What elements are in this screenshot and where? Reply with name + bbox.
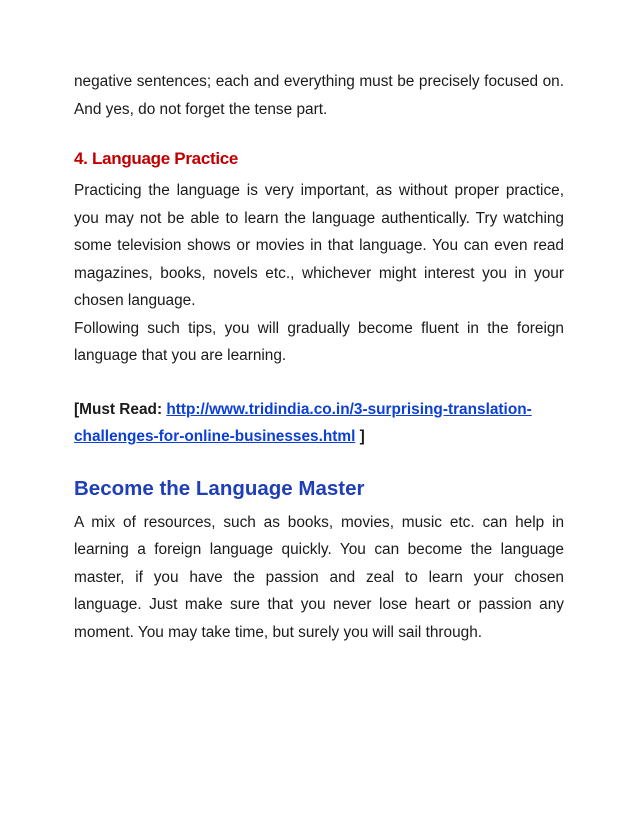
heading-become-language-master: Become the Language Master	[74, 476, 365, 500]
document-page	[74, 68, 564, 646]
intro-paragraph: negative sentences; each and everything must be precisely focused on. And yes, do not forget the tense part.	[74, 73, 564, 118]
must-read-line	[74, 396, 564, 451]
fluency-paragraph: Following such tips, you will gradually become fluent in the foreign language that you are learning.	[74, 319, 564, 364]
must-read-link[interactable]: http://www.tridindia.co.in/3-surprising-translation-challenges-for-online-businesses.html	[74, 400, 532, 445]
language-practice-paragraph: Practicing the language is very important, as without proper practice, you may not be able to learn the language authentically. Try watching some television shows or movies in that language. You can even read magazines, books, novels etc., whichever might interest you in your chosen language.	[74, 182, 564, 309]
must-read-label: [Must Read:	[74, 400, 167, 418]
section-heading-language-practice: 4. Language Practice	[74, 149, 239, 168]
language-master-paragraph: A mix of resources, such as books, movies, music etc. can help in learning a foreign language quickly. You can become the language master, if you have the passion and zeal to learn your chosen language. Just make sure that you never lose heart or passion any moment. You may take time, but surely you will sail through.	[74, 513, 564, 641]
must-read-close: ]	[355, 428, 365, 445]
